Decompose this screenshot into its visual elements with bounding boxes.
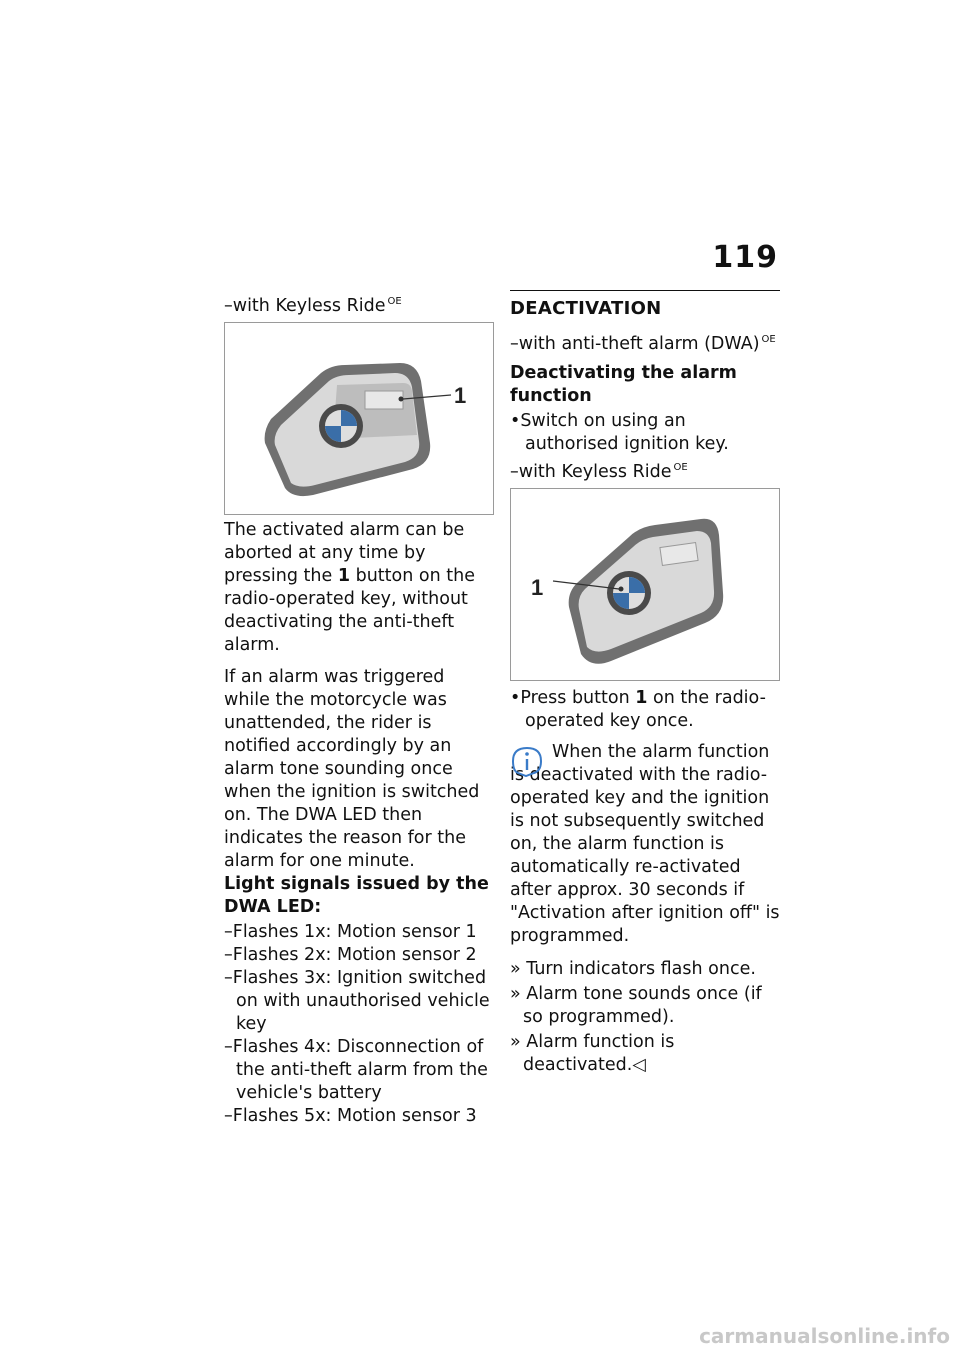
signal-item: –Flashes 4x: Disconnection of the anti-theft alarm from the vehicle's battery bbox=[224, 1036, 488, 1103]
signal-item: –Flashes 5x: Motion sensor 3 bbox=[224, 1105, 477, 1126]
list-item bbox=[510, 958, 780, 981]
dwa-label bbox=[510, 328, 780, 356]
note-text: When the alarm function is deactivated with the radio-operated key and the ignition is not subsequently switched on, the alarm function is automatically re-activated after approx. 30 seconds if "Activation after ignition off" is programmed. bbox=[510, 741, 780, 946]
callout-number-1: 1 bbox=[531, 574, 544, 600]
result-arrow-icon: » bbox=[510, 983, 527, 1004]
abort-text: The activated alarm can be aborted at any time by pressing the bbox=[224, 519, 465, 586]
list-item bbox=[510, 1031, 780, 1077]
end-mark-icon: ◁ bbox=[632, 1054, 646, 1075]
deactivating-heading: Deactivating the alarm function bbox=[510, 362, 737, 406]
keyless-ride-text: –with Keyless Ride bbox=[510, 461, 672, 482]
section-title: DEACTIVATION bbox=[510, 290, 780, 320]
list-item bbox=[510, 687, 780, 733]
result-list bbox=[510, 958, 780, 1077]
radio-key-illustration bbox=[225, 323, 493, 514]
instruction-list bbox=[510, 687, 780, 733]
keyless-ride-label bbox=[224, 290, 494, 318]
right-column bbox=[510, 290, 780, 1079]
abort-text-rest: button on the radio-operated key, without deactivating the anti-theft alarm. bbox=[224, 565, 475, 655]
button-ref: 1 bbox=[635, 687, 648, 708]
signal-item: –Flashes 1x: Motion sensor 1 bbox=[224, 921, 477, 942]
radio-key-illustration bbox=[511, 489, 779, 680]
oe-superscript: OE bbox=[761, 334, 776, 345]
bullet-text: Switch on using an authorised ignition key. bbox=[520, 410, 729, 454]
keyless-ride-text: –with Keyless Ride bbox=[224, 295, 386, 316]
abort-button-ref: 1 bbox=[337, 565, 351, 586]
left-column bbox=[224, 290, 494, 1128]
result-arrow-icon: » bbox=[510, 958, 527, 979]
signal-item: –Flashes 3x: Ignition switched on with unauthorised vehicle key bbox=[224, 967, 490, 1034]
oe-superscript: OE bbox=[387, 296, 402, 307]
result-text: Alarm function is deactivated. bbox=[523, 1031, 675, 1075]
oe-superscript: OE bbox=[673, 461, 688, 473]
list-item bbox=[510, 983, 780, 1029]
info-icon bbox=[510, 743, 544, 777]
abort-paragraph bbox=[224, 519, 494, 657]
page-number: 119 bbox=[712, 240, 778, 275]
list-item bbox=[510, 410, 780, 456]
light-signals-heading: Light signals issued by the DWA LED: bbox=[224, 873, 489, 917]
key-figure-left bbox=[224, 322, 494, 515]
bullet-text-rest: on the radio-operated key once. bbox=[525, 687, 766, 731]
dwa-text: –with anti-theft alarm (DWA) bbox=[510, 333, 760, 354]
signal-item: –Flashes 2x: Motion sensor 2 bbox=[224, 944, 477, 965]
result-text: Turn indicators flash once. bbox=[526, 958, 756, 979]
info-note bbox=[510, 741, 780, 948]
result-text: Alarm tone sounds once (if so programmed). bbox=[523, 983, 762, 1027]
instruction-list bbox=[510, 410, 780, 456]
bullet-text: Press button bbox=[520, 687, 630, 708]
bullet-dot-icon: • bbox=[510, 410, 521, 431]
keyless-ride-label bbox=[510, 456, 780, 484]
result-arrow-icon: » bbox=[510, 1031, 527, 1052]
triggered-alarm-paragraph: If an alarm was triggered while the motorcycle was unattended, the rider is notified accordingly by an alarm tone sounding once when the ignition is switched on. The DWA LED then indicates the reason for the alarm for one minute. bbox=[224, 666, 480, 871]
callout-number-1: 1 bbox=[454, 382, 467, 408]
key-figure-right bbox=[510, 488, 780, 681]
watermark: carmanualsonline.info bbox=[699, 1324, 950, 1348]
bullet-dot-icon: • bbox=[510, 687, 521, 708]
